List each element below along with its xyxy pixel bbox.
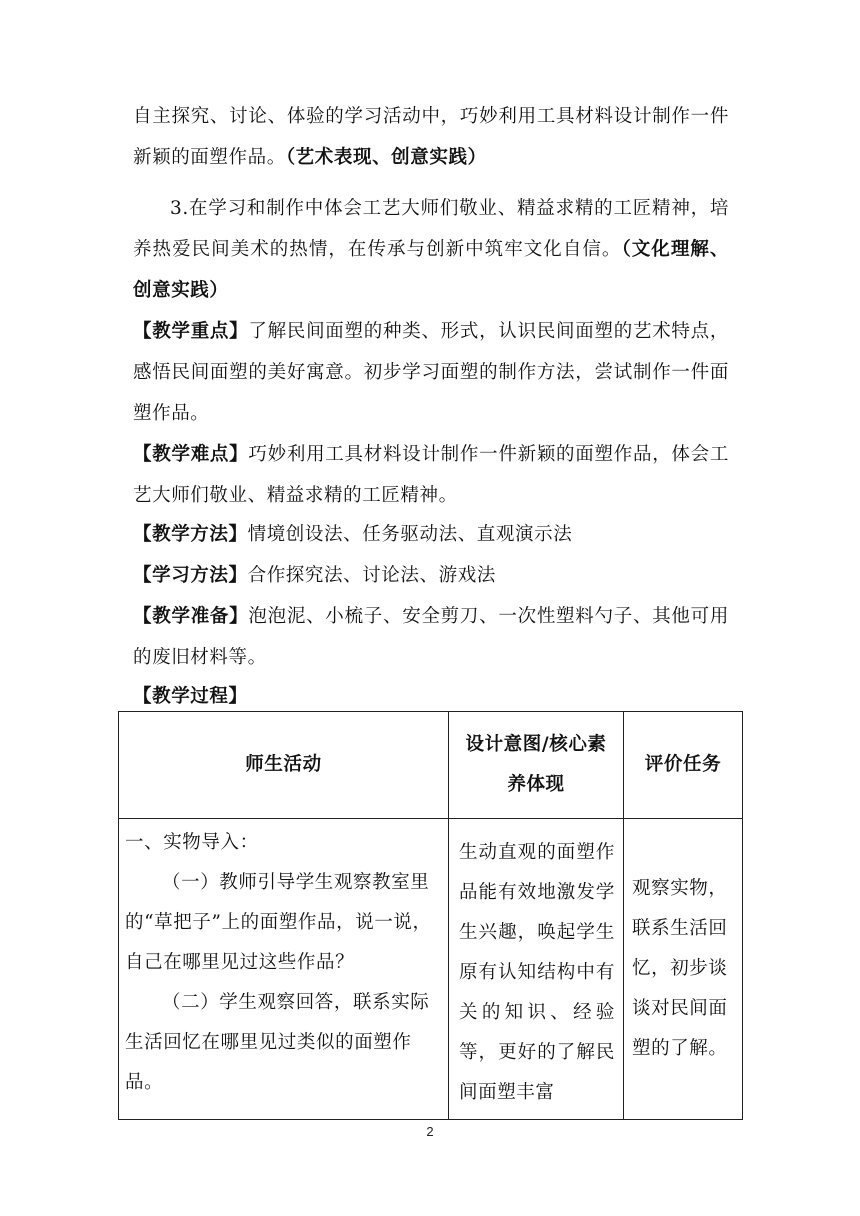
teaching-process-table <box>118 711 743 1120</box>
preparation-text: 泡泡泥、小梳子、安全剪刀、一次性塑料勺子、其他可用的废旧材料等。 <box>133 606 729 668</box>
preparation-label: 【教学准备】 <box>133 606 249 627</box>
teaching-method-label: 【教学方法】 <box>133 524 248 545</box>
cell-evaluation: 观察实物，联系生活回忆，初步谈谈对民间面塑的了解。 <box>624 819 743 1120</box>
difficulties-label: 【教学难点】 <box>133 444 249 465</box>
paragraph-preparation <box>133 596 729 678</box>
objective-2-literacy: （艺术表现、创意实践） <box>285 147 487 168</box>
learning-method-text: 合作探究法、讨论法、游戏法 <box>247 565 496 586</box>
header-activity: 师生活动 <box>119 712 449 819</box>
objective-3-text: 3.在学习和制作中体会工艺大师们敬业、精益求精的工匠精神，培养热爱民间美术的热情，在传承与创新中筑牢文化自信。 <box>133 198 729 260</box>
key-points-label: 【教学重点】 <box>133 321 249 342</box>
objective-2-text: 自主探究、讨论、体验的学习活动中，巧妙利用工具材料设计制作一件新颖的面塑作品。 <box>133 106 729 168</box>
key-points-text: 了解民间面塑的种类、形式，认识民间面塑的艺术特点，感悟民间面塑的美好寓意。初步学习面塑的制作方法，尝试制作一件面塑作品。 <box>133 321 729 424</box>
activity-step-2: （二）学生观察回答，联系实际生活回忆在哪里见过类似的面塑作品。 <box>125 992 430 1093</box>
page-number: 2 <box>426 1124 434 1139</box>
paragraph-difficulties <box>133 434 729 516</box>
header-evaluation: 评价任务 <box>624 712 743 819</box>
objective-3-literacy: （文化理解、创意实践） <box>133 239 729 301</box>
teaching-method-text: 情境创设法、任务驱动法、直观演示法 <box>247 524 573 545</box>
learning-method-label: 【学习方法】 <box>133 565 248 586</box>
paragraph-learning-method <box>133 555 729 596</box>
activity-step-1: （一）教师引导学生观察教室里的“草把子”上的面塑作品，说一说，自己在哪里见过这些作品？ <box>125 872 432 973</box>
table-row <box>119 819 743 1120</box>
header-intent: 设计意图/核心素养体现 <box>449 712 624 819</box>
paragraph-objective-2 <box>133 96 729 178</box>
cell-activity <box>119 819 449 1120</box>
activity-title: 一、实物导入： <box>125 832 259 853</box>
cell-intent: 生动直观的面塑作品能有效地激发学生兴趣，唤起学生原有认知结构中有关的知识、经验等，更好的了解民间面塑丰富 <box>449 819 624 1120</box>
difficulties-text: 巧妙利用工具材料设计制作一件新颖的面塑作品，体会工艺大师们敬业、精益求精的工匠精神。 <box>133 444 729 506</box>
paragraph-objective-3 <box>133 188 729 311</box>
process-heading: 【教学过程】 <box>133 686 248 707</box>
paragraph-key-points <box>133 311 729 434</box>
table-header-row <box>119 712 743 819</box>
paragraph-teaching-method <box>133 514 729 555</box>
